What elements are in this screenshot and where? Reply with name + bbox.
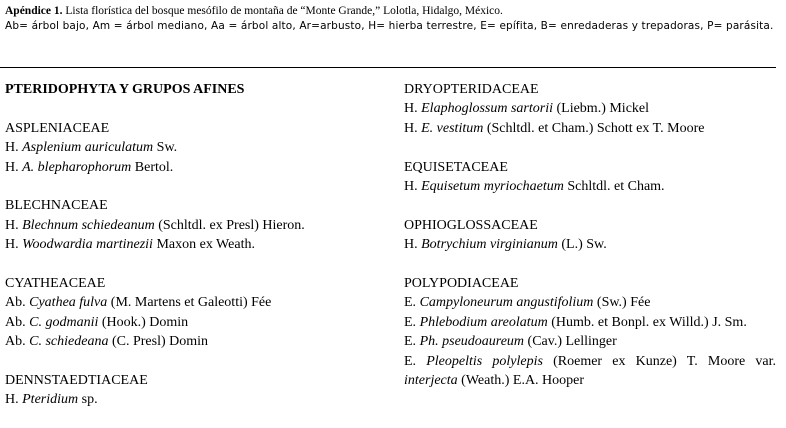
species-entry [404, 235, 776, 254]
family-list-right [404, 80, 776, 390]
growth-form-code: E. [404, 334, 417, 350]
species-author: (Roemer ex Kunze) T. Moore var. [553, 353, 777, 369]
growth-form-code: Ab. [5, 295, 26, 311]
family-name: BLECHNACEAE [5, 198, 108, 214]
family-block [5, 371, 385, 410]
species-name: Botrychium virginianum [421, 237, 558, 253]
growth-form-code: H. [5, 237, 19, 253]
species-author: sp. [81, 392, 98, 408]
species-author: (Cav.) Lellinger [527, 334, 617, 350]
species-entry [5, 235, 385, 254]
species-name: Blechnum schiedeanum [22, 217, 155, 233]
species-name: E. vestitum [421, 120, 484, 136]
species-author: Schltdl. et Cham. [567, 179, 665, 195]
species-author: (L.) Sw. [561, 237, 607, 253]
family-name: CYATHEACEAE [5, 276, 106, 292]
species-entry [404, 293, 776, 312]
growth-form-code: H. [404, 101, 418, 117]
caption-growth-form-codes: Ab= árbol bajo, Am = árbol mediano, Aa = árbol alto, Ar=arbusto, H= hierba terrestre, E= epífita, B= enredaderas y trepadoras, P= parásita. [5, 20, 774, 32]
right-column [404, 80, 776, 390]
species-entry [404, 313, 776, 332]
species-name: Pteridium [22, 392, 79, 408]
species-name: Cyathea fulva [29, 295, 108, 311]
species-entry [5, 293, 385, 312]
caption-title: Lista florística del bosque mesófilo de montaña de “Monte Grande,” Lolotla, Hidalgo, México. [62, 5, 503, 17]
family-spacer [5, 255, 385, 274]
growth-form-code: H. [5, 217, 19, 233]
family-spacer [5, 352, 385, 371]
species-entry [5, 138, 385, 157]
growth-form-code: H. [5, 392, 19, 408]
species-name: C. godmanii [29, 314, 99, 330]
species-entry [5, 216, 385, 235]
growth-form-code: Ab. [5, 314, 26, 330]
species-name: C. schiedeana [29, 334, 109, 350]
species-author: (C. Presl) Domin [111, 334, 209, 350]
growth-form-code: H. [404, 179, 418, 195]
species-name: A. blepharophorum [22, 159, 132, 175]
growth-form-code: E. [404, 353, 417, 369]
family-spacer [404, 138, 776, 157]
species-name: Woodwardia martinezii [22, 237, 153, 253]
family-list-left [5, 119, 385, 410]
species-entry [404, 177, 776, 196]
species-name: Equisetum myriochaetum [421, 179, 564, 195]
header-divider [0, 67, 776, 68]
variety-name: interjecta [404, 373, 458, 389]
family-name: EQUISETACEAE [404, 159, 508, 175]
caption-label: Apéndice 1. [5, 5, 63, 17]
family-block [5, 119, 385, 177]
family-name: DENNSTAEDTIACEAE [5, 373, 148, 389]
growth-form-code: H. [404, 237, 418, 253]
family-name: DRYOPTERIDACEAE [404, 82, 539, 97]
family-block [404, 216, 776, 255]
species-author: (Schltdl. et Cham.) Schott ex T. Moore [486, 120, 705, 136]
growth-form-code: Ab. [5, 334, 26, 350]
variety-author: (Weath.) E.A. Hooper [461, 373, 585, 389]
appendix-caption [5, 4, 781, 34]
species-entry [5, 332, 385, 351]
family-name: ASPLENIACEAE [5, 120, 110, 136]
family-name: OPHIOGLOSSACEAE [404, 217, 538, 233]
growth-form-code: E. [404, 314, 417, 330]
species-name: Ph. pseudoaureum [419, 334, 525, 350]
left-column [5, 80, 385, 410]
species-entry [5, 313, 385, 332]
species-entry [404, 332, 776, 351]
family-spacer [404, 196, 776, 215]
species-author: Bertol. [134, 159, 174, 175]
family-spacer [404, 255, 776, 274]
family-block [404, 158, 776, 197]
species-author: (Hook.) Domin [101, 314, 189, 330]
growth-form-code: E. [404, 295, 417, 311]
species-entry [404, 352, 776, 391]
family-block [5, 274, 385, 352]
growth-form-code: H. [404, 120, 418, 136]
species-author: (Schltdl. ex Presl) Hieron. [158, 217, 305, 233]
species-entry [404, 99, 776, 118]
species-entry [404, 119, 776, 138]
species-name: Elaphoglossum sartorii [421, 101, 553, 117]
species-entry [5, 158, 385, 177]
growth-form-code: H. [5, 140, 19, 156]
species-author: Sw. [156, 140, 178, 156]
species-entry [5, 390, 385, 409]
species-author: Maxon ex Weath. [156, 237, 255, 253]
species-author: (Liebm.) Mickel [556, 101, 650, 117]
species-author: (Humb. et Bonpl. ex Willd.) J. Sm. [551, 314, 747, 330]
species-name: Phlebodium areolatum [419, 314, 548, 330]
growth-form-code: H. [5, 159, 19, 175]
section-title: PTERIDOPHYTA Y GRUPOS AFINES [5, 82, 245, 97]
family-block [404, 80, 776, 138]
species-name: Asplenium auriculatum [22, 140, 154, 156]
species-author: (Sw.) Fée [596, 295, 651, 311]
species-name: Pleopeltis polylepis [426, 353, 543, 369]
species-author: (M. Martens et Galeotti) Fée [110, 295, 272, 311]
family-block [404, 274, 776, 390]
family-spacer [5, 177, 385, 196]
species-name: Campyloneurum angustifolium [419, 295, 594, 311]
family-name: POLYPODIACEAE [404, 276, 519, 292]
family-block [5, 196, 385, 254]
